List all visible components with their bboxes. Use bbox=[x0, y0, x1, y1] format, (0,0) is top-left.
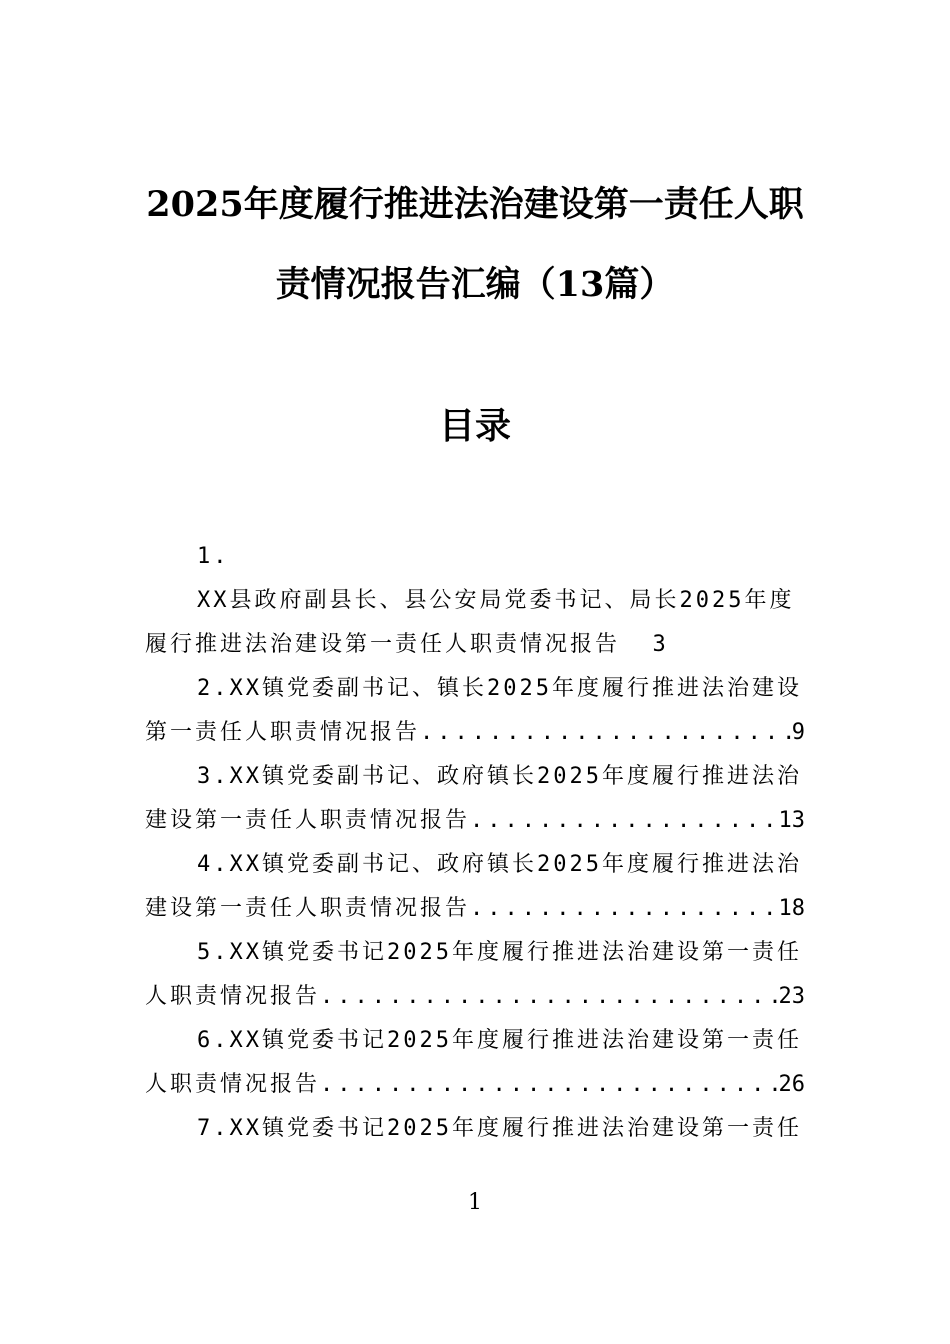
toc-entry-text: 第一责任人职责情况报告 bbox=[145, 720, 421, 745]
toc-entry-4[interactable] bbox=[145, 843, 805, 931]
toc-entry-page: 3 bbox=[652, 632, 669, 657]
toc-entry-2[interactable] bbox=[145, 667, 805, 755]
toc-entry-text: 人职责情况报告 bbox=[145, 984, 321, 1009]
toc-entry-text: 建设第一责任人职责情况报告 bbox=[145, 808, 471, 833]
document-title-line-1: 2025年度履行推进法治建设第一责任人职 bbox=[146, 184, 804, 225]
toc-entry-text: 建设第一责任人职责情况报告 bbox=[145, 896, 471, 921]
toc-entry-text-line-2 bbox=[145, 1063, 805, 1107]
toc-leader-dots bbox=[320, 975, 778, 1019]
toc-entry-5[interactable] bbox=[145, 931, 805, 1019]
toc-leader-dots bbox=[470, 887, 778, 931]
toc-entry-text-line-1: 2.XX镇党委副书记、镇长2025年度履行推进法治建设 bbox=[197, 676, 802, 701]
toc-entry-text-line-1: 6.XX镇党委书记2025年度履行推进法治建设第一责任 bbox=[197, 1028, 802, 1053]
document-title-line-2: 责情况报告汇编（13篇） bbox=[275, 264, 675, 305]
toc-entry-text-line-1: 5.XX镇党委书记2025年度履行推进法治建设第一责任 bbox=[197, 940, 802, 965]
toc-entry-page: 23 bbox=[778, 984, 805, 1009]
toc-leader-dots bbox=[470, 799, 778, 843]
toc-entry-text-line-1: 3.XX镇党委副书记、政府镇长2025年度履行推进法治 bbox=[197, 764, 802, 789]
table-of-contents bbox=[145, 535, 805, 1151]
page-number: 1 bbox=[468, 1190, 482, 1215]
toc-leader-dots bbox=[420, 711, 792, 755]
toc-entry-text-line-2 bbox=[145, 887, 805, 931]
toc-entry-text-line-2 bbox=[145, 623, 805, 667]
document-title bbox=[145, 165, 805, 325]
toc-entry-page: 9 bbox=[791, 720, 805, 745]
toc-entry-page: 13 bbox=[778, 808, 805, 833]
toc-entry-7[interactable] bbox=[145, 1107, 805, 1151]
toc-entry-text-line-2 bbox=[145, 975, 805, 1019]
toc-entry-3[interactable] bbox=[145, 755, 805, 843]
toc-entry-text-line-1: 4.XX镇党委副书记、政府镇长2025年度履行推进法治 bbox=[197, 852, 802, 877]
toc-entry-1[interactable] bbox=[145, 535, 805, 667]
toc-entry-text-line-1: 7.XX镇党委书记2025年度履行推进法治建设第一责任 bbox=[197, 1116, 802, 1141]
toc-entry-6[interactable] bbox=[145, 1019, 805, 1107]
toc-entry-page: 18 bbox=[778, 896, 805, 921]
toc-entry-text-line-2 bbox=[145, 711, 805, 755]
toc-entry-text: 人职责情况报告 bbox=[145, 1072, 321, 1097]
toc-heading: 目录 bbox=[438, 405, 511, 447]
toc-entry-text-line-2 bbox=[145, 799, 805, 843]
toc-entry-page: 26 bbox=[778, 1072, 805, 1097]
toc-leader-dots bbox=[320, 1063, 778, 1107]
toc-entry-text-line-1: XX县政府副县长、县公安局党委书记、局长2025年度 bbox=[197, 588, 795, 613]
toc-entry-text: 履行推进法治建设第一责任人职责情况报告 bbox=[145, 632, 621, 657]
toc-entry-number: 1. bbox=[197, 544, 230, 569]
